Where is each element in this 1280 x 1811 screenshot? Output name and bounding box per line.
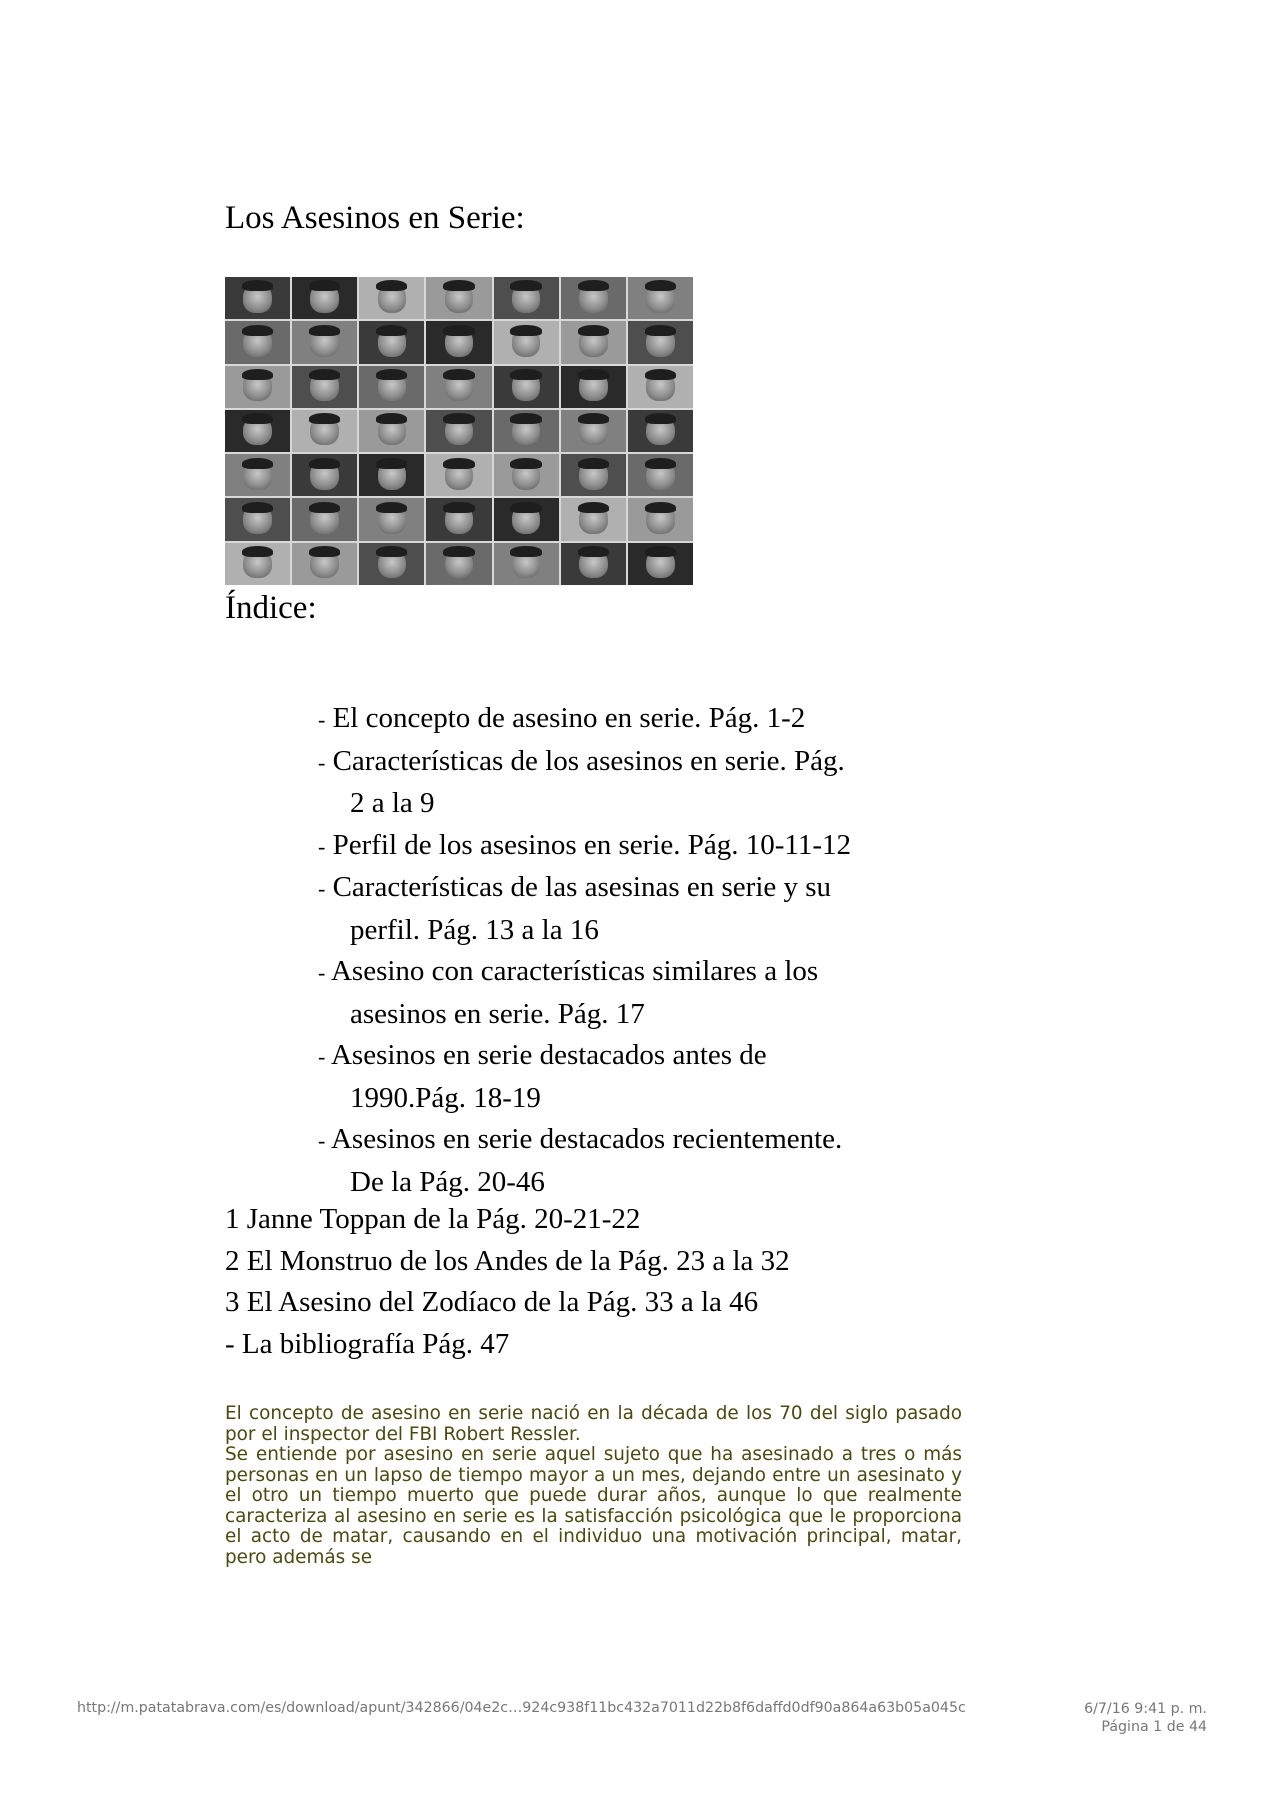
- portrait-photo: [561, 410, 626, 452]
- toc-dash: -: [318, 749, 326, 775]
- toc-entry-continuation: perfil. Pág. 13 a la 16: [350, 913, 599, 946]
- case-entry: 3 El Asesino del Zodíaco de la Pág. 33 a la 46: [225, 1286, 759, 1318]
- toc-entry: [318, 951, 961, 1035]
- toc-dash: -: [318, 960, 326, 985]
- portrait-photo: [225, 410, 290, 452]
- portrait-photo: [359, 277, 424, 319]
- toc-entry: [318, 1119, 961, 1203]
- toc-entry: [318, 825, 961, 868]
- portrait-photo: [561, 498, 626, 540]
- portrait-photo: [628, 410, 693, 452]
- concept-paragraph: Se entiende por asesino en serie aquel sujeto que ha asesinado a tres o más personas en un lapso de tiempo mayor a un mes, dejando entre un asesinato y el otro un tiempo muerto que puede durar años, aunque lo que realmente caracteriza al asesino en serie es la satisfacción psicológica que le proporciona el acto de matar, causando en el individuo una motivación principal, matar, pero además se: [225, 1444, 962, 1568]
- table-of-contents: [318, 698, 961, 1203]
- portrait-photo: [292, 498, 357, 540]
- toc-dash: -: [318, 1044, 326, 1069]
- portrait-photo: [426, 454, 491, 496]
- footer-meta: [1084, 1700, 1207, 1736]
- portrait-photo: [225, 366, 290, 408]
- toc-entry-text: Características de las asesinas en serie y su: [332, 871, 832, 903]
- toc-entry-text: Asesino con características similares a los: [330, 955, 819, 987]
- portrait-photo: [494, 277, 559, 319]
- portrait-photo: [426, 321, 491, 363]
- portrait-photo: [628, 321, 693, 363]
- toc-entry-text: Asesinos en serie destacados recientemente.: [330, 1123, 843, 1155]
- portrait-photo: [494, 498, 559, 540]
- portrait-photo: [359, 321, 424, 363]
- portrait-photo: [359, 498, 424, 540]
- portrait-photo: [628, 454, 693, 496]
- toc-entry-text: El concepto de asesino en serie. Pág. 1-2: [332, 702, 806, 734]
- portrait-photo: [494, 454, 559, 496]
- portrait-photo: [292, 543, 357, 585]
- toc-entry-continuation: 1990.Pág. 18-19: [350, 1081, 541, 1114]
- portrait-photo: [494, 366, 559, 408]
- portrait-photo: [628, 277, 693, 319]
- toc-entry-continuation: 2 a la 9: [350, 787, 435, 819]
- portrait-photo: [426, 366, 491, 408]
- featured-cases-list: [225, 1199, 965, 1365]
- portrait-photo: [359, 366, 424, 408]
- footer-page-number: Página 1 de 44: [1101, 1719, 1207, 1735]
- portrait-photo: [426, 498, 491, 540]
- toc-entry: [318, 741, 961, 825]
- portrait-photo: [561, 454, 626, 496]
- portrait-photo: [561, 543, 626, 585]
- footer-url: http://m.patatabrava.com/es/download/apunt/342866/04e2c…924c938f11bc432a7011d22b8f6daffd0df90a864a63b05a045c: [77, 1700, 966, 1716]
- toc-dash: -: [318, 1128, 326, 1153]
- portrait-photo: [225, 321, 290, 363]
- portrait-photo: [561, 321, 626, 363]
- portrait-photo: [225, 277, 290, 319]
- portrait-photo: [628, 543, 693, 585]
- toc-entry-text: Características de los asesinos en serie. Pág.: [332, 744, 845, 777]
- portrait-photo: [359, 543, 424, 585]
- portrait-photo: [292, 321, 357, 363]
- concept-paragraph: El concepto de asesino en serie nació en la década de los 70 del siglo pasado por el inspector del FBI Robert Ressler.: [225, 1403, 962, 1445]
- portrait-photo: [494, 321, 559, 363]
- portrait-photo: [426, 277, 491, 319]
- portrait-photo: [426, 543, 491, 585]
- portrait-photo: [359, 410, 424, 452]
- portrait-photo: [292, 277, 357, 319]
- portrait-photo: [292, 366, 357, 408]
- portrait-photo: [494, 543, 559, 585]
- toc-entry: [318, 1035, 961, 1119]
- toc-entry-text: Perfil de los asesinos en serie. Pág. 10-11-12: [332, 828, 851, 861]
- portrait-photo: [359, 454, 424, 496]
- concept-section: [225, 1404, 962, 1568]
- toc-entry-continuation: asesinos en serie. Pág. 17: [350, 997, 645, 1030]
- portrait-photo: [426, 410, 491, 452]
- portrait-photo: [561, 277, 626, 319]
- bibliography-entry: - La bibliografía Pág. 47: [225, 1327, 510, 1360]
- toc-entry: [318, 698, 961, 741]
- toc-dash: -: [318, 876, 326, 901]
- toc-entry-text: Asesinos en serie destacados antes de: [330, 1039, 767, 1071]
- portrait-photo: [494, 410, 559, 452]
- toc-dash: -: [318, 707, 326, 732]
- portrait-photo: [292, 410, 357, 452]
- portrait-photo: [628, 366, 693, 408]
- serial-killers-photo-collage: [225, 277, 693, 585]
- portrait-photo: [292, 454, 357, 496]
- portrait-photo: [225, 454, 290, 496]
- portrait-photo: [225, 498, 290, 540]
- document-title: Los Asesinos en Serie:: [225, 200, 525, 236]
- case-entry: 1 Janne Toppan de la Pág. 20-21-22: [225, 1203, 641, 1235]
- portrait-photo: [628, 498, 693, 540]
- index-heading: Índice:: [225, 590, 317, 626]
- case-entry: 2 El Monstruo de los Andes de la Pág. 23 a la 32: [225, 1244, 790, 1277]
- toc-entry-continuation: De la Pág. 20-46: [350, 1165, 545, 1198]
- toc-dash: -: [318, 833, 326, 859]
- footer-datetime: 6/7/16 9:41 p. m.: [1084, 1701, 1207, 1717]
- portrait-photo: [225, 543, 290, 585]
- portrait-photo: [561, 366, 626, 408]
- toc-entry: [318, 867, 961, 951]
